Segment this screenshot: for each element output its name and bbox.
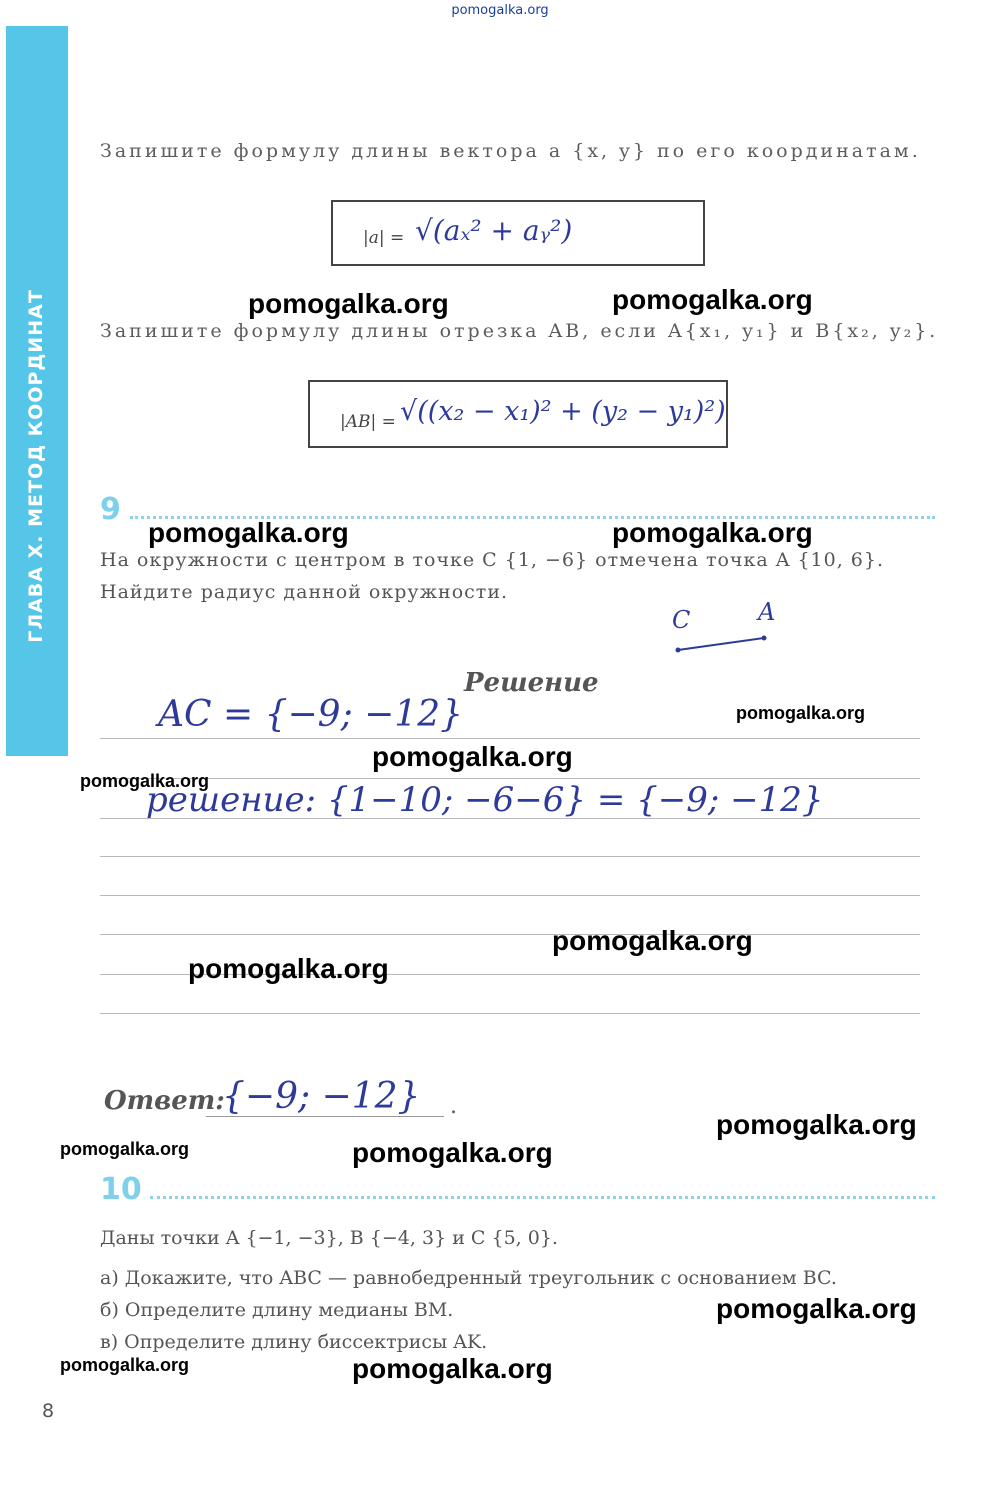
task10-part-b: б) Определите длину медианы BM. (100, 1299, 454, 1321)
prompt-vector: Запишите формулу длины вектора a {x, y} по его координатам. (100, 140, 921, 162)
watermark: pomogalka.org (80, 771, 210, 791)
rule-4 (100, 856, 920, 857)
sketch-label-c: C (672, 606, 691, 634)
solution-line1: AC = {−9; −12} (158, 694, 464, 735)
watermark: pomogalka.org (716, 1109, 917, 1140)
watermark: pomogalka.org (188, 953, 389, 984)
watermark: pomogalka.org (248, 288, 449, 319)
page-number: 8 (42, 1400, 55, 1422)
prompt-segment: Запишите формулу длины отрезка AB, если A{x₁, y₁} и B{x₂, y₂}. (100, 320, 939, 342)
rule-6 (100, 934, 920, 935)
watermark: pomogalka.org (60, 1355, 190, 1375)
watermark: pomogalka.org (352, 1353, 553, 1384)
formula-segment-box (308, 380, 728, 448)
formula-segment-handwritten: √((x₂ − x₁)² + (y₂ − y₁)²) (400, 396, 726, 427)
answer-label: Ответ: (104, 1086, 225, 1116)
watermark: pomogalka.org (352, 1137, 553, 1168)
task9-line1: На окружности с центром в точке C {1, −6} отмечена точка A {10, 6}. (100, 549, 885, 571)
rule-2 (100, 778, 920, 779)
sketch-point-a (762, 636, 767, 641)
solution-line2: решение: {1−10; −6−6} = {−9; −12} (146, 780, 824, 820)
task10-givens: Даны точки A {−1, −3}, B {−4, 3} и C {5, 0}. (100, 1227, 558, 1249)
sketch-label-a: A (758, 598, 776, 626)
chapter-label: ГЛАВА X. МЕТОД КООРДИНАТ (25, 289, 47, 643)
formula-vector-printed: |a| = (363, 228, 405, 248)
task10-divider (150, 1196, 935, 1199)
formula-segment-printed: |AB| = (340, 412, 396, 432)
watermark: pomogalka.org (612, 284, 813, 315)
answer-period: . (450, 1094, 457, 1119)
watermark: pomogalka.org (612, 517, 813, 548)
task10-number: 10 (100, 1172, 142, 1207)
rule-8 (100, 1013, 920, 1014)
watermark: pomogalka.org (148, 517, 349, 548)
solution-heading: Решение (464, 668, 599, 698)
formula-vector-box (331, 200, 705, 266)
watermark: pomogalka.org (60, 1139, 190, 1159)
chapter-sidebar (6, 26, 68, 756)
answer-handwritten: {−9; −12} (222, 1076, 421, 1117)
sketch-point-c (676, 648, 681, 653)
watermark: pomogalka.org (552, 925, 753, 956)
task9-number: 9 (100, 492, 121, 527)
formula-vector-handwritten: √(aₓ² + aᵧ²) (415, 214, 573, 247)
task10-part-c: в) Определите длину биссектрисы AK. (100, 1331, 488, 1353)
rule-1 (100, 738, 920, 739)
watermark: pomogalka.org (716, 1293, 917, 1324)
rule-5 (100, 895, 920, 896)
watermark: pomogalka.org (372, 741, 573, 772)
task9-line2: Найдите радиус данной окружности. (100, 581, 509, 603)
task10-part-a: а) Докажите, что ABC — равнобедренный треугольник с основанием BC. (100, 1267, 837, 1289)
header-watermark: pomogalka.org (451, 3, 549, 18)
sketch-segment (678, 638, 764, 650)
watermark: pomogalka.org (736, 703, 866, 723)
